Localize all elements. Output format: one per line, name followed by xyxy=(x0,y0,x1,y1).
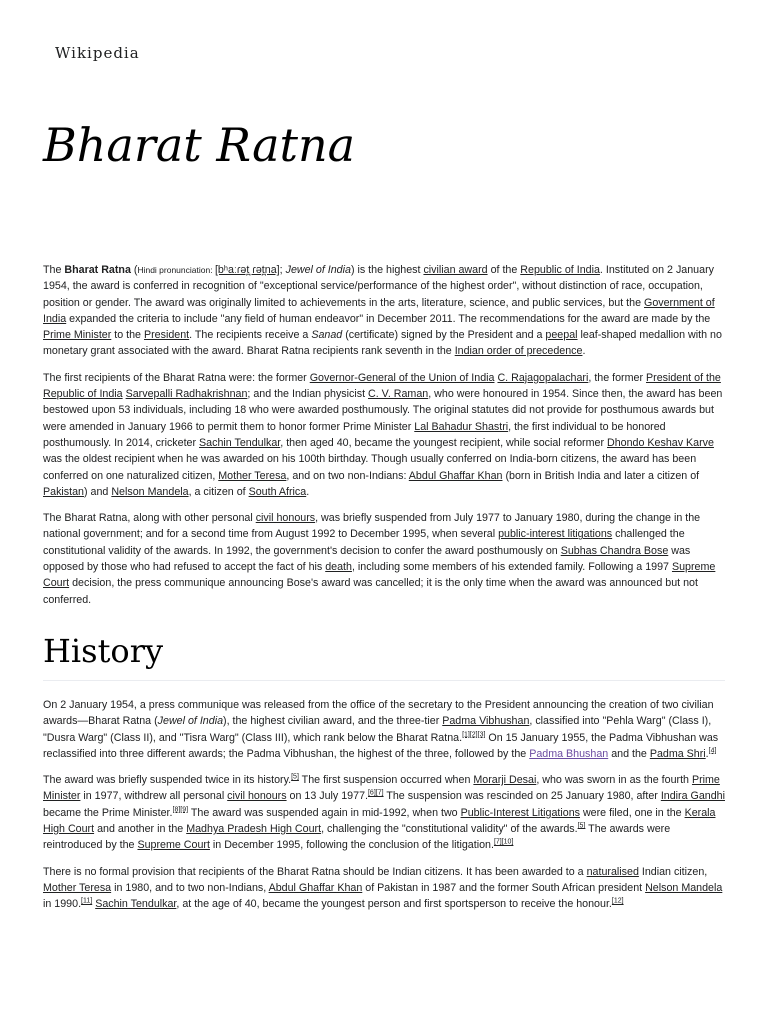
text: , classified into "Pehla Warg" (Class I), "Dusra Warg" (Class II), and "Tisra Warg" (Class III), which rank below the Bharat Ratna. xyxy=(43,715,712,744)
link-president[interactable]: President xyxy=(143,329,190,342)
reference-link[interactable]: [4] xyxy=(708,747,717,755)
link-civilian-award[interactable]: civilian award xyxy=(423,264,488,276)
text: leaf-shaped medallion with no monetary grant associated with the award. Bharat Ratna recipients rank seventh in the xyxy=(43,329,722,358)
reference-marker[interactable] xyxy=(368,790,384,797)
reference-link[interactable]: [1][2][3] xyxy=(462,730,486,738)
reference-marker[interactable] xyxy=(709,747,717,754)
link-public-interest-litigations[interactable]: Public-Interest Litigations xyxy=(460,806,580,819)
section-heading-history: History xyxy=(43,632,725,681)
history-paragraph-1 xyxy=(43,697,725,762)
reference-marker[interactable] xyxy=(612,898,624,905)
text: Indian citizen, xyxy=(638,865,708,878)
reference-link[interactable]: [11] xyxy=(81,897,93,905)
text: . xyxy=(306,485,310,498)
text: was opposed by those who had refused to accept the fact of his xyxy=(43,544,691,574)
link-abdul-ghaffar-khan[interactable]: Abdul Ghaffar Khan xyxy=(268,881,363,894)
link-madhya-pradesh-high-court[interactable]: Madhya Pradesh High Court xyxy=(186,823,322,836)
text: , who was sworn in as the fourth xyxy=(536,774,692,787)
reference-link[interactable]: [8][9] xyxy=(172,806,189,814)
lead-paragraph-1 xyxy=(43,262,725,360)
text: in December 1995, following the conclusion of the litigation. xyxy=(209,839,494,852)
link-kerala-high-court[interactable]: Kerala High Court xyxy=(43,806,716,836)
reference-link[interactable]: [5] xyxy=(291,773,299,781)
text: and another in the xyxy=(94,823,187,836)
link-peepal[interactable]: peepal xyxy=(545,329,578,342)
text: in 1980, and to two non-Indians, xyxy=(111,881,269,894)
link-subhas-chandra-bose[interactable]: Subhas Chandra Bose xyxy=(560,544,669,557)
text: challenged the constitutional validity of the awards. In 1992, the government's decision to confer the award posthumously on xyxy=(43,528,685,557)
article-body xyxy=(43,262,725,923)
text: became the Prime Minister. xyxy=(43,806,173,819)
link-rajagopalachari[interactable]: C. Rajagopalachari xyxy=(497,371,589,384)
text: , the first individual to be honored posthumously. In 2014, cricketer xyxy=(43,420,666,449)
text: . The recipients receive a xyxy=(189,329,312,342)
reference-marker[interactable] xyxy=(173,806,189,813)
translation: Jewel of India xyxy=(285,264,351,276)
link-sachin-tendulkar[interactable]: Sachin Tendulkar xyxy=(199,436,281,449)
link-nelson-mandela[interactable]: Nelson Mandela xyxy=(111,485,189,498)
lead-paragraph-2 xyxy=(43,370,725,500)
reference-marker[interactable] xyxy=(494,839,513,846)
link-civil-honours[interactable]: civil honours xyxy=(227,790,287,803)
text: . Instituted on 2 January 1954, the award is conferred in recognition of "exceptional service/performance of the highest order", without distinction of race, occupation, position or gender. The award was originally limited to achievements in the arts, literature, science, and public services, but the xyxy=(43,264,714,309)
link-radhakrishnan[interactable]: Sarvepalli Radhakrishnan xyxy=(125,388,248,401)
link-morarji-desai[interactable]: Morarji Desai xyxy=(473,774,537,787)
link-prime-minister[interactable]: Prime Minister xyxy=(43,774,720,803)
text: The xyxy=(43,264,65,276)
link-abdul-ghaffar-khan[interactable]: Abdul Ghaffar Khan xyxy=(408,469,503,482)
page-title: Bharat Ratna xyxy=(43,118,356,172)
text: The award was briefly suspended twice in its history. xyxy=(43,774,292,787)
link-naturalised[interactable]: naturalised xyxy=(586,865,639,878)
text: in 1977, withdrew all personal xyxy=(80,790,228,803)
text: ) is the highest xyxy=(350,264,424,276)
text: expanded the criteria to include "any field of human endeavor" in December 2011. The recommendations for the award are made by the xyxy=(66,312,711,325)
text: ), the highest civilian award, and the three-tier xyxy=(223,715,443,728)
link-supreme-court[interactable]: Supreme Court xyxy=(137,839,210,852)
link-supreme-court[interactable]: Supreme Court xyxy=(43,561,716,590)
text: , at the age of 40, became the youngest person and first sportsperson to receive the honour. xyxy=(176,898,612,911)
reference-link[interactable]: [6][7] xyxy=(367,789,384,797)
sanad-term: Sanad xyxy=(311,329,343,342)
pronunciation-label: Hindi pronunciation: xyxy=(137,265,215,275)
link-pakistan[interactable]: Pakistan xyxy=(43,485,84,498)
text: On 2 January 1954, a press communique was released from the office of the secretary to the President announcing the creation of two civilian awards—Bharat Ratna ( xyxy=(43,698,714,728)
link-president-of-republic[interactable]: President of the Republic of India xyxy=(43,371,721,401)
link-mother-teresa[interactable]: Mother Teresa xyxy=(218,469,287,482)
text: ; and the Indian physicist xyxy=(247,388,369,401)
link-government-of-india[interactable]: Government of India xyxy=(43,296,715,325)
history-paragraph-2 xyxy=(43,772,725,853)
text: , including some members of his extended family. Following a 1997 xyxy=(351,561,672,574)
text: and the xyxy=(608,747,650,760)
text: , and on two non-Indians: xyxy=(286,469,409,482)
text: of Pakistan in 1987 and the former South African president xyxy=(362,881,646,894)
text: . xyxy=(582,345,586,358)
reference-marker[interactable] xyxy=(81,898,92,905)
link-prime-minister[interactable]: Prime Minister xyxy=(43,329,112,342)
link-padma-vibhushan[interactable]: Padma Vibhushan xyxy=(442,715,530,728)
text: on 13 July 1977. xyxy=(286,790,368,803)
link-dhondo-keshav-karve[interactable]: Dhondo Keshav Karve xyxy=(607,436,714,449)
link-public-interest-litigations[interactable]: public-interest litigations xyxy=(498,528,613,541)
reference-marker[interactable] xyxy=(291,774,299,781)
history-paragraph-3 xyxy=(43,864,725,913)
text: (born in British India and later a citizen of xyxy=(502,469,700,482)
wikipedia-logo[interactable]: Wikipedia xyxy=(55,44,140,62)
text: , a citizen of xyxy=(188,485,249,498)
text: decision, the press communique announcing Bose's award was cancelled; it is the only time when the award was announced but not conferred. xyxy=(43,577,698,606)
text: (certificate) signed by the President and a xyxy=(342,329,546,342)
text: , was briefly suspended from July 1977 to January 1980, during the change in the national government; and for a second time from August 1992 to December 1995, when several xyxy=(43,512,701,541)
text: , challenging the "constitutional validity" of the awards. xyxy=(321,823,578,836)
text: On 15 January 1955, the Padma Vibhushan was reclassified into three different awards; the Padma Vibhushan, the highest of the three, followed by the xyxy=(43,731,719,760)
text: , who were honoured in 1954. Since then, the award has been bestowed upon 53 individuals, including 18 who were awarded posthumously. The original statutes did not provide for posthumous awards but were amended in January 1966 to permit them to honor former Prime Minister xyxy=(43,388,723,433)
reference-link[interactable]: [5] xyxy=(577,822,586,830)
link-cv-raman[interactable]: C. V. Raman xyxy=(368,388,429,401)
text: The Bharat Ratna, along with other personal xyxy=(43,512,256,525)
bold-title: Bharat Ratna xyxy=(64,264,131,276)
text: , then aged 40, became the youngest recipient, while social reformer xyxy=(280,436,607,449)
link-padma-bhushan[interactable]: Padma Bhushan xyxy=(529,747,609,760)
link-south-africa[interactable]: South Africa xyxy=(248,485,307,498)
text: of the xyxy=(487,264,521,276)
link-civil-honours[interactable]: civil honours xyxy=(255,512,316,525)
link-lal-bahadur-shastri[interactable]: Lal Bahadur Shastri xyxy=(414,420,509,433)
text: to the xyxy=(111,329,144,342)
text: in 1990. xyxy=(43,898,82,911)
link-mother-teresa[interactable]: Mother Teresa xyxy=(43,881,112,894)
link-order-of-precedence[interactable]: Indian order of precedence xyxy=(454,345,583,358)
text: There is no formal provision that recipients of the Bharat Ratna should be Indian citizens. It has been awarded to a xyxy=(43,865,587,878)
text: ( xyxy=(130,264,138,276)
link-padma-shri[interactable]: Padma Shri xyxy=(649,747,706,760)
text: was the oldest recipient when he was awarded on his 100th birthday. Though usually conferred on India-born citizens, the award has been conferred on one naturalized citizen, xyxy=(43,453,697,482)
translation: Jewel of India xyxy=(157,715,224,728)
text: The first suspension occurred when xyxy=(298,774,474,787)
text: ; xyxy=(279,264,286,276)
text: . xyxy=(705,747,709,760)
text: The awards were reintroduced by the xyxy=(43,823,671,852)
text: The suspension was rescinded on 25 January 1980, after xyxy=(383,790,661,803)
text: The award was suspended again in mid-1992, when two xyxy=(188,806,461,819)
link-indira-gandhi[interactable]: Indira Gandhi xyxy=(660,790,725,803)
link-governor-general[interactable]: Governor-General of the Union of India xyxy=(309,371,495,384)
lead-paragraph-3 xyxy=(43,510,725,608)
ipa-link[interactable]: [bʰaːɾət̪ ɾət̪na] xyxy=(214,264,280,276)
text: were filed, one in the xyxy=(579,806,685,819)
text: The first recipients of the Bharat Ratna were: the former xyxy=(43,371,310,384)
link-sachin-tendulkar[interactable]: Sachin Tendulkar xyxy=(95,898,177,911)
text: , the former xyxy=(588,371,646,384)
reference-link[interactable]: [12] xyxy=(611,897,624,905)
link-nelson-mandela[interactable]: Nelson Mandela xyxy=(645,881,723,894)
link-republic-of-india[interactable]: Republic of India xyxy=(520,264,600,276)
text: ) and xyxy=(84,485,112,498)
reference-marker[interactable] xyxy=(462,731,485,738)
reference-link[interactable]: [7][10] xyxy=(493,838,514,846)
link-death[interactable]: death xyxy=(325,561,352,574)
